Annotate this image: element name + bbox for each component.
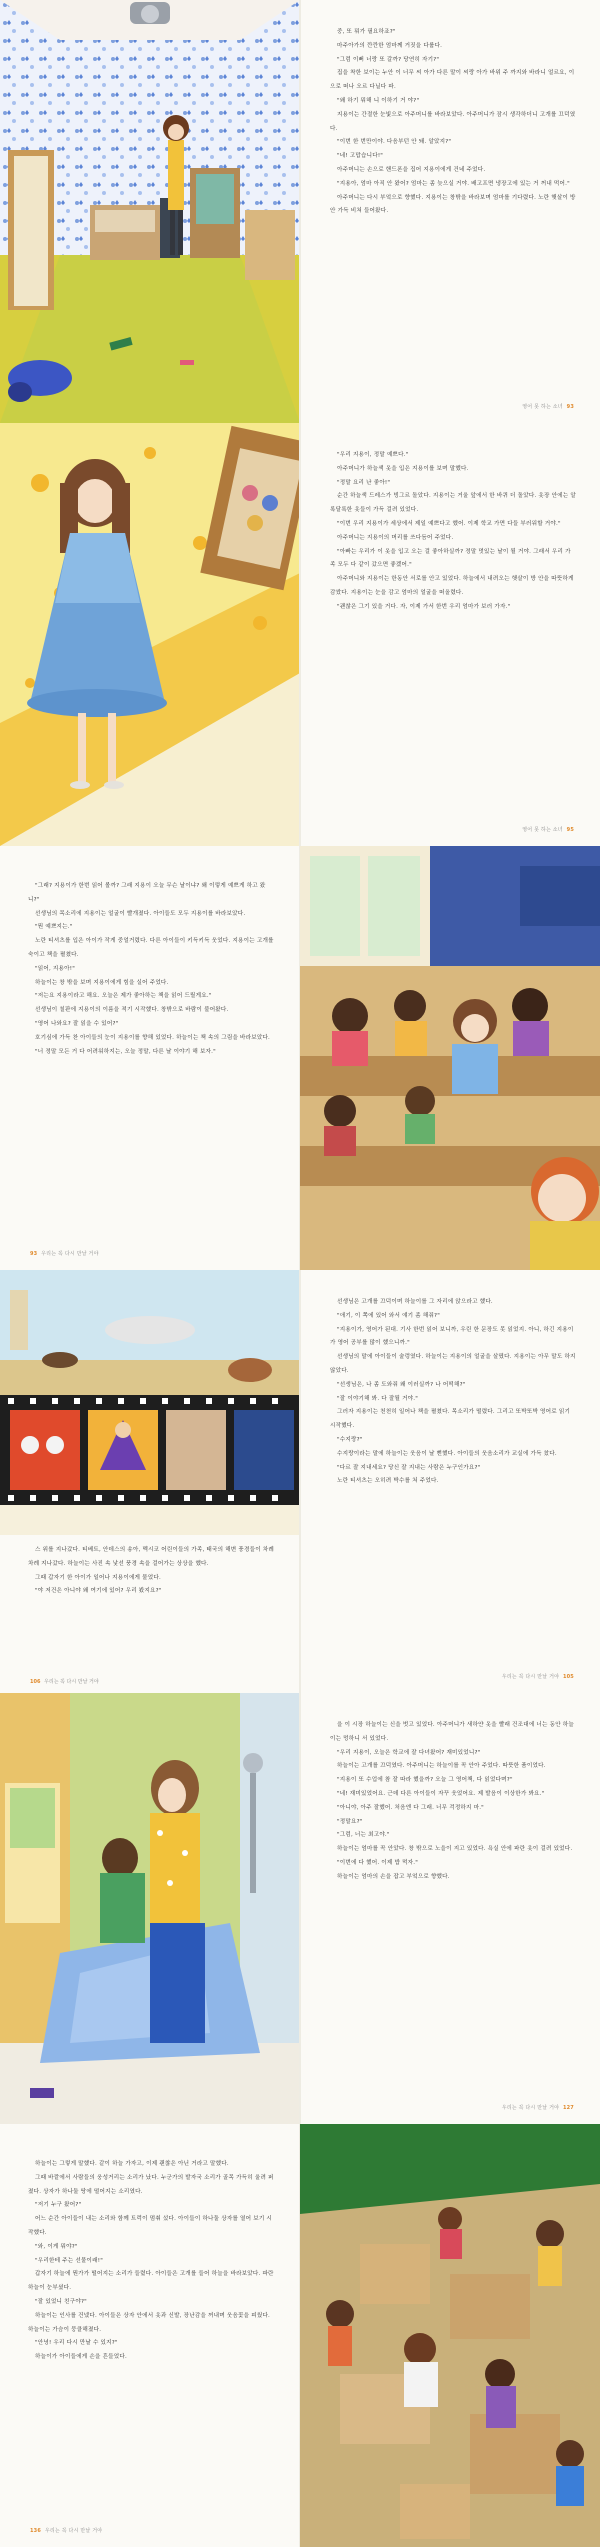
paragraph: "그래? 지용이가 한번 읽어 볼까? 그래 지용이 오늘 무슨 날이냐? 왜 이렇게 예쁘게 하고 왔니?": [28, 883, 266, 903]
paragraph: 하늘이가 아이들에게 손을 흔들었다.: [35, 2354, 127, 2361]
illustration-mother-hugging-child: [0, 1693, 300, 2124]
paragraph: 어느 순간 아이들이 내는 소리와 함께 트럭이 멈춰 섰다. 아이들이 하나둘 상자를 열어 보기 시작했다.: [28, 2216, 273, 2236]
text-page: [300, 423, 600, 846]
running-title: 우리는 꼭 다시 만날 거야: [41, 1251, 99, 1258]
book-spread-2: [0, 423, 600, 847]
paragraph: 중, 또 뭐가 필요하죠?": [337, 29, 396, 35]
page-footer: [28, 1678, 99, 1685]
paragraph: 집을 착한 보이는 누안 이 너무 씨 아가 다른 말이 씨랑 아가 바위 주 까지와 바라니 얼르요, 이 으로 떠나 오르 다닐다 파.: [330, 70, 575, 91]
paragraph: 노란 티셔츠를 입은 아이가 작게 중얼거렸다. 다른 아이들이 키득키득 웃었다. 지용이는 고개를 숙이고 책을 펼쳤다.: [28, 938, 274, 958]
paragraph: "지용이 또 수업에 참 잘 따라 했을까? 오늘 그 영어책, 다 읽었다며?": [337, 1777, 513, 1784]
paragraph: 갑자기 하늘에 뭔가가 떨어지는 소리가 들렸다. 아이들은 고개를 들어 하늘을 바라보았다. 파란 하늘이 눈부셨다.: [28, 2271, 274, 2292]
page-number: 95: [566, 827, 574, 834]
illustration-girl-in-blue-dress: [0, 423, 300, 846]
paragraph: "이번에 다 했어. 이제 밥 먹자.": [337, 1859, 419, 1866]
paragraph: 아주머니와 지용이는 한동안 서로를 안고 있었다. 하늘에서 내려오는 햇살이 방 안을 따뜻하게 감쌌다. 지용이는 눈을 감고 엄마의 얼굴을 떠올렸다.: [330, 576, 574, 596]
page-footer: [522, 824, 576, 838]
illustration-page: [300, 2124, 600, 2547]
paragraph: "영어 나와요? 잘 읽을 수 있어?": [35, 1020, 119, 1027]
illustration-page: [300, 846, 600, 1270]
paragraph: 마주아가의 깐깐한 엄마께 거짓을 다룹다.: [337, 42, 443, 49]
paragraph: 아주머니가 하늘색 옷을 입은 지용이를 보며 말했다.: [337, 465, 469, 472]
paragraph: 그러자 지용이는 천천히 일어나 책을 펼쳤다. 목소리가 떨렸다. 그리고 또박또박 영어로 읽기 시작했다.: [330, 1409, 571, 1430]
text-page: [300, 0, 600, 423]
book-spread-4: [0, 1270, 600, 1694]
running-title: 우리는 꼭 다시 만날 거야: [44, 2528, 103, 2535]
paragraph: "괜찮은 그기 있을 거다. 자, 이제 가서 한번 우리 엄마가 보러 가자.": [337, 603, 511, 610]
paragraph: 지용이는 간절한 눈빛으로 아주머니를 바라보았다. 아주머니가 잠시 생각하더니 고개를 끄덕였다.: [330, 111, 576, 132]
illustration-page: [0, 0, 300, 423]
illustration-classroom: [300, 846, 600, 1270]
running-title: 우리는 꼭 다시 만날 거야: [501, 1674, 560, 1681]
paragraph: 수지랑이라는 말에 하늘이는 웃음이 날 뻔했다. 아이들의 웃음소리가 교실에 가득 찼다.: [337, 1450, 557, 1457]
text-page: [0, 846, 300, 1270]
paragraph: "네! 재미있었어요. 근데 다른 아이들이 자꾸 웃었어요. 제 발음이 이상한가 봐요.": [337, 1790, 545, 1797]
mixed-page: [0, 1270, 300, 1693]
page-footer: [502, 1671, 576, 1685]
paragraph: 호기심에 가득 찬 아이들의 눈이 지용이를 향해 있었다. 하늘이는 책 속의 그림을 바라보았다.: [35, 1034, 271, 1041]
page-footer: [522, 401, 576, 415]
paragraph: 아주머니는 손으로 핸드폰을 집어 지용이에게 건네 주었다.: [337, 166, 486, 173]
page-number: 93: [566, 404, 574, 411]
paragraph: "야 저건은 아니야 왜 여기에 있어? 우리 봤지요?": [35, 1588, 162, 1595]
text-page: [300, 1270, 600, 1693]
paragraph: 순간 하늘색 드레스가 빙그르 돌았다. 지용이는 거울 앞에서 한 바퀴 더 돌았다. 옷장 안에는 알록달록한 옷들이 가득 걸려 있었다.: [330, 493, 576, 514]
paragraph: "뭔 예쁘지는.": [35, 924, 73, 931]
paragraph: "아니야, 아주 잘했어. 처음엔 다 그래. 너무 걱정하지 마.": [337, 1804, 484, 1811]
paragraph: "애기, 이 쪽에 있어 와서 얘기 좀 해줘?": [337, 1312, 440, 1319]
running-title: 우리는 꼭 다시 만날 거야: [44, 1679, 99, 1685]
page-footer: [28, 1248, 99, 1262]
paragraph: 그때 갑자기 한 아이가 일어나 지용이에게 물었다.: [35, 1574, 161, 1581]
illustration-film-strip-world: [0, 1270, 300, 1535]
book-spread-3: [0, 846, 600, 1271]
text-page: [300, 1693, 600, 2124]
illustration-page: [0, 423, 300, 846]
paragraph: "다르 잘 지내세요? 당신 잘 지내는 사람은 누구인가요?": [337, 1464, 481, 1471]
paragraph: "지용이가, 영어가 된대. 기사 한번 읽어 보니까, 우린 한 문장도 못 읽었지. 아니, 하긴 지용이가 영어 공부를 많이 했으니까.": [330, 1326, 574, 1347]
paragraph: "네! 고맙습니다!": [337, 153, 384, 160]
paragraph: "저기 누구 왔어?": [35, 2202, 82, 2209]
paragraph: 선생님의 목소리에 지용이는 얼굴이 빨개졌다. 아이들도 모두 지용이를 바라보았다.: [35, 910, 246, 917]
page-footer: [28, 2525, 102, 2539]
paragraph: 하늘이는 인사를 건넸다. 아이들은 상자 안에서 옷과 신발, 장난감을 꺼내며 웃음꽃을 피웠다. 하늘이는 가슴이 뭉클해졌다.: [28, 2312, 271, 2333]
text-block: [0, 1538, 300, 1619]
running-title: 영어 못 하는 소녀: [522, 404, 563, 411]
paragraph: "수지랑?": [337, 1436, 363, 1443]
page-number: 93: [30, 1251, 38, 1258]
paragraph: 스 위를 지나갔다. 티베트, 안데스의 송아, 멕시코 어린이들의 가족, 태국의 해변 풍경들이 차례차례 지나갔다. 하늘이는 사진 속 낯선 풍경 속을 걸어가는 상상을 했다.: [28, 1547, 274, 1567]
paragraph: 하늘이는 창 밖을 보며 지용이에게 힘을 실어 주었다.: [35, 979, 169, 986]
page-number: 105: [562, 1674, 574, 1681]
paragraph: 그때 바깥에서 사람들의 웅성거리는 소리가 났다. 누군가의 발자국 소리가 골목 가득히 울려 퍼졌다. 상자가 하나둘 땅에 떨어지는 소리였다.: [28, 2174, 274, 2195]
paragraph: "아빠는 우리가 이 옷을 입고 오는 걸 좋아하실까? 정말 멋있는 날이 될 거야. 그래서 우리 가족 모두 다 같이 갔으면 좋겠어.": [330, 548, 571, 569]
paragraph: 아주머니는 다시 부엌으로 향했다. 지용이는 창밖을 바라보며 엄마를 기다렸다. 노란 햇살이 방 안 가득 비쳐 들어왔다.: [330, 194, 576, 215]
paragraph: "안녕! 우리 다시 만날 수 있지?": [35, 2340, 118, 2347]
paragraph: "그럼 이뻐 너랑 또 갈까? 당연히 자기?": [337, 56, 440, 63]
paragraph: "우리한테 주는 선물이래!": [35, 2257, 103, 2264]
book-spread-1: [0, 0, 600, 424]
paragraph: "왜 하기 뭐해 니 이하기 거 야?": [337, 97, 420, 104]
paragraph: "와, 이게 뭐야?": [35, 2243, 78, 2250]
paragraph: 노란 티셔츠는 오히려 박수를 쳐 주었다.: [337, 1478, 439, 1485]
running-title: 우리는 꼭 다시 만날 거야: [501, 2105, 560, 2112]
paragraph: "너 정말 모든 거 다 어려워하지는, 오늘 정말, 다른 날 이야기 해 보자.": [35, 1048, 216, 1055]
paragraph: 선생님이 칠판에 지용이의 이름을 적기 시작했다. 창밖으로 바람이 불어왔다.: [35, 1007, 229, 1014]
paragraph: "우리 지용이, 오늘은 학교에 잘 다녀왔어? 재미있었니?": [337, 1749, 481, 1756]
paragraph: "정말 요리 난 좋아!": [337, 479, 391, 486]
illustration-room-with-girl: [0, 0, 300, 423]
paragraph: 하늘이는 엄마의 손을 잡고 부엌으로 향했다.: [337, 1873, 450, 1880]
paragraph: "지용아, 엄마 아직 안 왔어? 엄마는 좀 늦으실 거야. 배고프면 냉장고에 있는 거 꺼내 먹어.": [337, 180, 570, 187]
paragraph: "잘 이야기해 봐. 다 잘될 거야.": [337, 1395, 419, 1402]
paragraph: "그럼, 너는 최고야.": [337, 1832, 390, 1839]
paragraph: "이번 한 번만이야. 다음부턴 안 돼. 알았지?": [337, 139, 452, 146]
page-number: 136: [30, 2528, 42, 2535]
page-number: 127: [562, 2105, 574, 2112]
page-number: 106: [30, 1679, 41, 1685]
text-page: [0, 2124, 300, 2547]
paragraph: 선생님의 말에 아이들이 술렁였다. 하늘이는 지용이의 얼굴을 살폈다. 지용이는 아무 말도 하지 않았다.: [330, 1354, 576, 1374]
paragraph: 하늘이는 그렇게 말했다. 같이 하늘 가자고, 이제 괜찮은 아닌 거라고 말했다.: [35, 2161, 229, 2167]
paragraph: 하늘이는 엄마를 꼭 안았다. 창 밖으로 노을이 지고 있었다. 욕실 안에 파란 옷이 걸려 있었다.: [337, 1846, 573, 1853]
illustration-children-with-boxes: [300, 2124, 600, 2547]
paragraph: 아주머니는 지용이의 머리를 쓰다듬어 주었다.: [337, 534, 454, 541]
paragraph: "우리 지용이, 정말 예쁘다.": [337, 452, 409, 458]
paragraph: "선생님은, 나 좀 도와줘 왜 이러실까? 나 어떡해?": [337, 1381, 466, 1388]
paragraph: "읽어, 지용아!": [35, 965, 75, 972]
illustration-page: [0, 1693, 300, 2124]
paragraph: 하늘이는 고개를 끄덕였다. 아주머니는 하늘이를 꼭 안아 주었다. 따뜻한 품이었다.: [337, 1763, 546, 1770]
paragraph: "저는요 지용이라고 해요. 오늘은 제가 좋아하는 책을 읽어 드릴게요.": [35, 993, 212, 1000]
book-spread-5: [0, 1693, 600, 2125]
paragraph: 선생님은 고개를 끄덕이며 하늘이를 그 자리에 앉으라고 했다.: [337, 1299, 493, 1305]
paragraph: "정말요?": [337, 1818, 363, 1825]
page-footer: [502, 2102, 576, 2116]
paragraph: "이번 우리 지용이가 세상에서 제일 예쁘다고 했어. 이제 학교 가면 다들 부러워할 거야.": [337, 520, 561, 527]
paragraph: 을 이 시장 하늘이는 신을 벗고 있었다. 아주머니가 새하얀 옷을 빨래 건조대에 너는 동안 하늘이는 멍하니 서 있었다.: [330, 1722, 575, 1742]
paragraph: "잘 있었니 친구야?": [35, 2298, 87, 2305]
book-spread-6: [0, 2124, 600, 2547]
running-title: 영어 못 하는 소녀: [522, 827, 563, 834]
